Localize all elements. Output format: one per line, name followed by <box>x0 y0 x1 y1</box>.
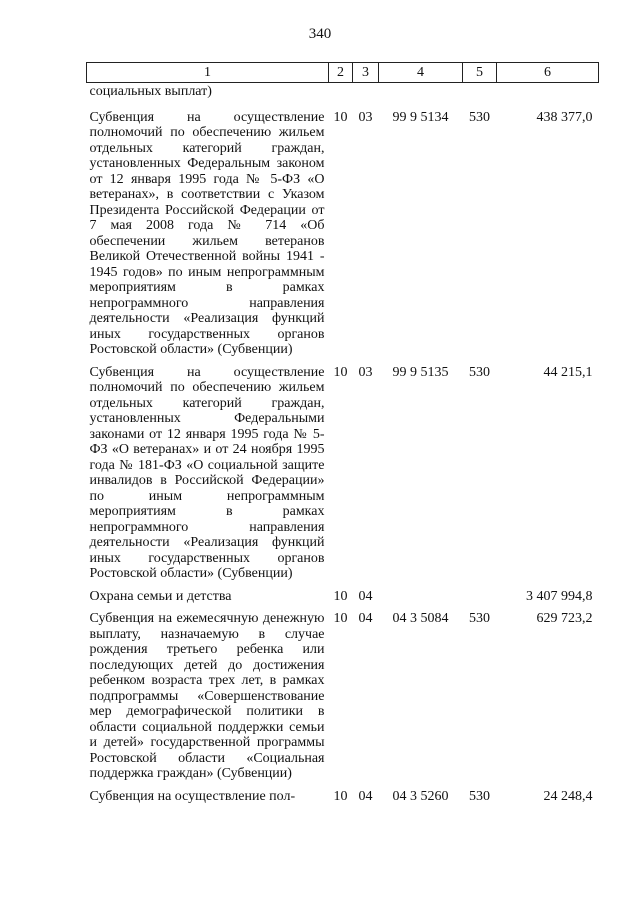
row-subsection: 03 <box>358 364 373 380</box>
row-expense-type: 530 <box>469 611 490 626</box>
row-section: 10 <box>333 788 348 804</box>
row-subsection: 04 <box>358 588 373 604</box>
row-expense-type: 530 <box>469 109 490 125</box>
table-row <box>87 582 599 605</box>
row-section: 10 <box>333 611 348 626</box>
row-expense-type: 530 <box>469 788 490 804</box>
row-section <box>329 83 353 100</box>
row-section: 10 <box>333 109 348 125</box>
row-section: 10 <box>333 364 348 380</box>
row-amount: 438 377,0 <box>536 109 593 125</box>
table-row <box>87 782 599 805</box>
header-col-2: 2 <box>329 63 353 83</box>
table-row <box>87 604 599 782</box>
header-col-5: 5 <box>463 63 497 83</box>
row-amount: 3 407 994,8 <box>526 588 593 604</box>
table-row <box>87 83 599 100</box>
row-target-code: 04 3 5084 <box>392 611 449 626</box>
page-number: 340 <box>308 26 332 42</box>
row-subsection: 04 <box>358 611 373 626</box>
header-col-3: 3 <box>353 63 379 83</box>
row-target-code: 04 3 5260 <box>392 788 449 804</box>
row-subsection: 04 <box>358 788 373 804</box>
budget-table <box>86 62 599 804</box>
row-target-code <box>379 582 463 605</box>
header-col-6: 6 <box>497 63 599 83</box>
row-description: Субвенция на ежемесячную денежную выплату, назначаемую в случае рождения третьего ребенка или последующих детей до достижения ребенком возраста трех лет, в рамках подпрограммы «Совершенствование мер демографической политики в области социальной поддержки семьи и детей» государственной программы Ростовской области «Социальная поддержка граждан» (Субвенции) <box>89 611 325 781</box>
row-amount <box>497 83 599 100</box>
table-row <box>87 358 599 582</box>
row-target-code: 99 9 5135 <box>392 364 449 380</box>
row-amount: 24 248,4 <box>543 788 593 804</box>
row-target-code: 99 9 5134 <box>392 109 449 125</box>
row-description: социальных выплат) <box>89 84 212 99</box>
row-subsection <box>353 83 379 100</box>
row-description: Субвенция на осуществление полномочий по обеспечению жильем отдельных категорий граждан, установленных Федеральными законами от 12 января 1995 года № 5-ФЗ «О ветеранах» и от 24 ноября 1995 года № 181-ФЗ «О социальной защите инвалидов в Российской Федерации» по иным непрограммным мероприятиям в рамках непрограммного направления деятельности «Реализация функций иных государственных органов Ростовской области» (Субвенции) <box>89 364 325 581</box>
row-description: Субвенция на осуществление полномочий по обеспечению жильем отдельных категорий граждан, установленных Федеральным законом от 12 января 1995 года № 5-ФЗ «О ветеранах», в соответствии с Указом Президента Российской Федерации от 7 мая 2008 года № 714 «Об обеспечении жильем ветеранов Великой Отечественной войны 1941 - 1945 годов» по иным непрограммным мероприятиям в рамках непрограммного направления деятельности «Реализация функций иных государственных органов Ростовской области» (Субвенции) <box>89 109 325 357</box>
table-header-row <box>87 63 599 83</box>
row-section: 10 <box>333 588 348 604</box>
row-description: Субвенция на осуществление пол- <box>89 788 296 804</box>
row-amount: 44 215,1 <box>543 364 593 380</box>
row-expense-type <box>463 83 497 100</box>
row-amount: 629 723,2 <box>536 611 593 626</box>
row-expense-type: 530 <box>469 364 490 380</box>
row-description: Охрана семьи и детства <box>89 588 232 604</box>
header-col-1: 1 <box>87 63 329 83</box>
row-expense-type <box>463 582 497 605</box>
table-row <box>87 100 599 358</box>
header-col-4: 4 <box>379 63 463 83</box>
row-target-code <box>379 83 463 100</box>
row-subsection: 03 <box>358 109 373 125</box>
